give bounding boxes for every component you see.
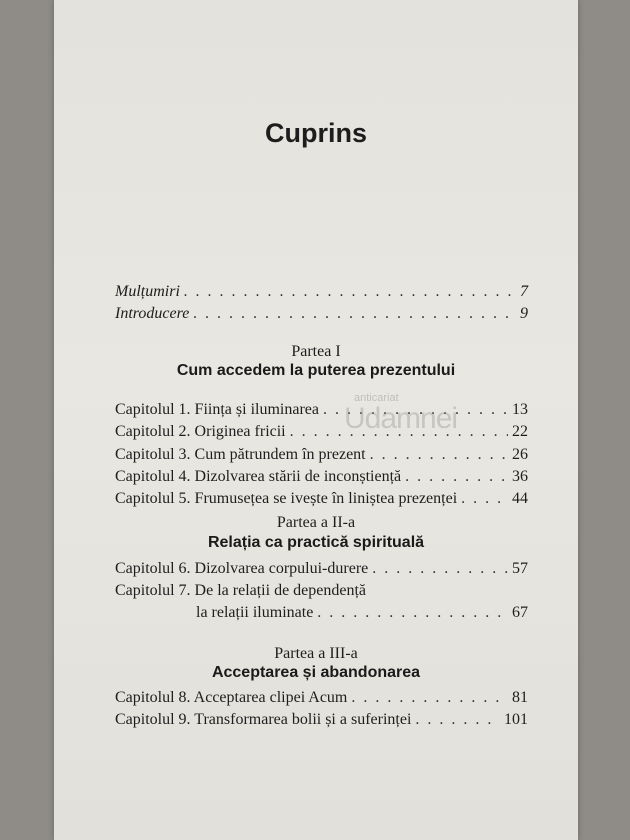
leader-dots [415, 710, 500, 730]
toc-entry-label: Capitolul 5. Frumusețea se ivește în liniștea prezenței [115, 490, 458, 507]
toc-entry-label: Capitolul 1. Ființa și iluminarea [115, 401, 319, 418]
toc-entry-page: 101 [504, 711, 528, 728]
toc-entry-page: 81 [512, 689, 528, 706]
toc-entry-label: Capitolul 6. Dizolvarea corpului-durere [115, 560, 369, 577]
toc-entry-label: la relații iluminate [196, 604, 314, 621]
watermark-big-text: Udamnei [344, 402, 458, 435]
part-label: Partea a II-a [276, 514, 356, 531]
toc-entry-chapter-7-continuation [196, 603, 528, 623]
toc-entry-page: 36 [512, 468, 528, 485]
toc-entry-label: Capitolul 2. Originea fricii [115, 423, 286, 440]
part-title: Cum accedem la puterea prezentului [176, 362, 456, 379]
part-title: Relația ca practică spirituală [207, 534, 425, 551]
part-label: Partea a III-a [274, 645, 358, 662]
leader-dots [370, 445, 508, 465]
watermark-small-text: anticariat [354, 392, 399, 404]
toc-entry-label: Capitolul 4. Dizolvarea stării de inconștiență [115, 468, 402, 485]
toc-entry-page: 22 [512, 423, 528, 440]
leader-dots [184, 282, 516, 302]
toc-entry-page: 9 [520, 305, 528, 322]
toc-entry-chapter-5 [115, 489, 528, 509]
toc-entry-label: Mulțumiri [115, 283, 180, 300]
toc-entry-introducere [115, 304, 528, 324]
part-label: Partea I [291, 343, 341, 360]
leader-dots [405, 467, 508, 487]
leader-dots [317, 603, 508, 623]
leader-dots [193, 304, 516, 324]
toc-entry-page: 7 [520, 283, 528, 300]
part-title: Acceptarea și abandonarea [211, 664, 421, 681]
page-title: Cuprins [264, 118, 367, 148]
toc-entry-chapter-4 [115, 467, 528, 487]
book-page [54, 0, 578, 840]
toc-entry-chapter-9 [115, 710, 528, 730]
toc-entry-page: 13 [512, 401, 528, 418]
toc-entry-chapter-3 [115, 445, 528, 465]
toc-entry-page: 57 [512, 560, 528, 577]
leader-dots [351, 688, 508, 708]
toc-entry-chapter-8 [115, 688, 528, 708]
toc-entry-label: Capitolul 8. Acceptarea clipei Acum [115, 689, 348, 706]
toc-entry-page: 26 [512, 446, 528, 463]
toc-entry-chapter-7 [115, 581, 528, 601]
toc-entry-chapter-6 [115, 559, 528, 579]
toc-entry-multumiri [115, 282, 528, 302]
leader-dots [372, 559, 508, 579]
toc-entry-label: Capitolul 9. Transformarea bolii și a suferinței [115, 711, 412, 728]
leader-dots [461, 489, 508, 509]
toc-entry-label: Introducere [115, 305, 190, 322]
toc-entry-label: Capitolul 3. Cum pătrundem în prezent [115, 446, 366, 463]
watermark-logo [302, 392, 472, 442]
toc-entry-page: 44 [512, 490, 528, 507]
toc-entry-label: Capitolul 7. De la relații de dependență [115, 582, 367, 599]
toc-entry-page: 67 [512, 604, 528, 621]
